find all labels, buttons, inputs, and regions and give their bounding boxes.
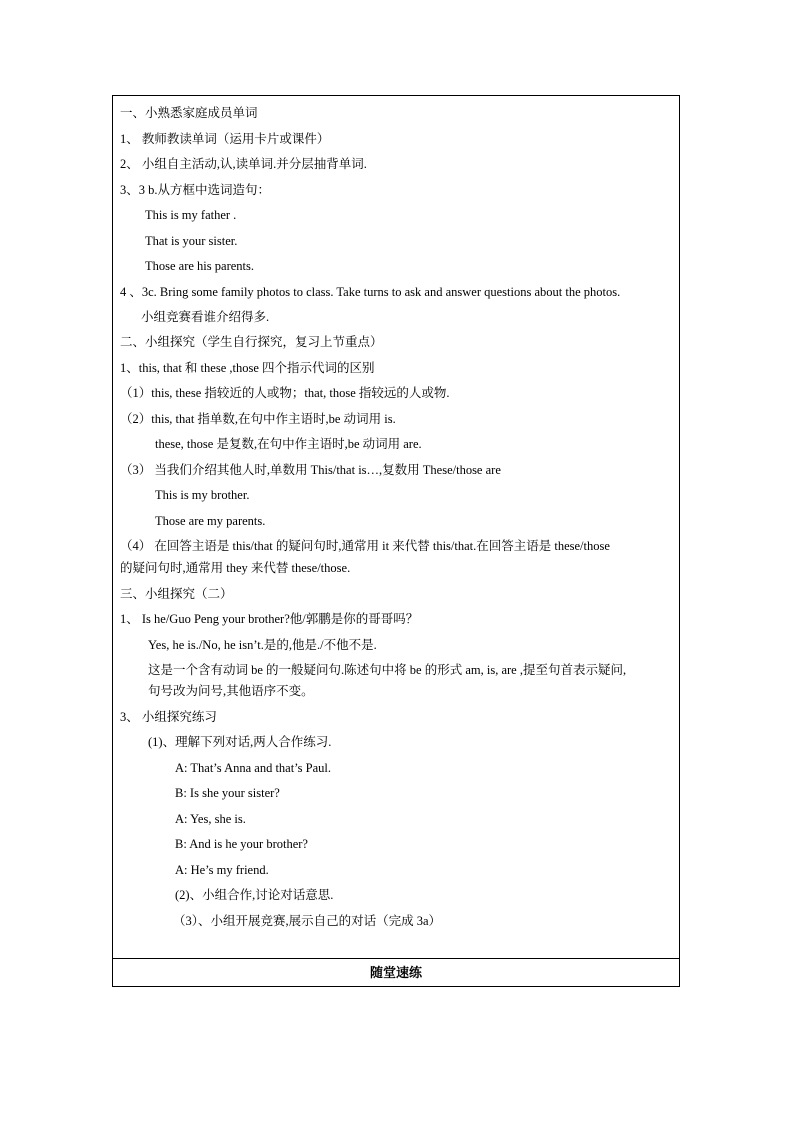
example-sentence: Those are his parents. [145,259,254,273]
section-heading: 一、小熟悉家庭成员单词 [120,106,258,120]
step-item: 1、this, that 和 these ,those 四个指示代词的区别 [120,361,375,375]
step-note: 小组竞赛看谁介绍得多. [141,310,270,324]
step-item: 1、 教师教读单词（运用卡片或课件） [120,132,330,146]
step-item: 4 、3c. Bring some family photos to class. Take turns to ask and answer questions about the photos. [120,285,621,299]
dialogue-line: B: Is she your sister? [175,786,280,800]
practice-item: (1)、理解下列对话,两人合作练习. [148,735,332,749]
lesson-table [112,95,680,987]
step-item: 3、 小组探究练习 [120,710,217,724]
example-sentence: Yes, he is./No, he isn’t.是的,他是./不他不是. [148,638,377,652]
step-item: 2、 小组自主活动,认,读单词.并分层抽背单词. [120,157,367,171]
rule-item: （2）this, that 指单数,在句中作主语时,be 动词用 is. [120,412,396,426]
rule-note: these, those 是复数,在句中作主语时,be 动词用 are. [155,437,422,451]
dialogue-line: A: That’s Anna and that’s Paul. [175,761,332,775]
dialogue-line: A: He’s my friend. [175,863,269,877]
example-sentence: This is my father . [145,208,237,222]
footer-heading: 随堂速练 [369,965,422,980]
rule-item: （1）this, these 指较近的人或物；that, those 指较远的人或物. [120,386,450,400]
example-sentence: That is your sister. [145,234,238,248]
dialogue-line: B: And is he your brother? [175,837,308,851]
rule-note: 句号改为问号,其他语序不变。 [148,684,314,698]
rule-item: 的疑问句时,通常用 they 来代替 these/those. [120,561,351,575]
example-sentence: This is my brother. [155,488,250,502]
dialogue-line: A: Yes, she is. [175,812,246,826]
row-divider [113,958,679,959]
rule-note: 这是一个含有动词 be 的一般疑问句.陈述句中将 be 的形式 am, is, are ,提至句首表示疑问, [148,663,627,677]
practice-item: (2)、小组合作,讨论对话意思. [175,888,334,902]
practice-item: （3）、小组开展竞赛,展示自己的对话（完成 3a） [173,914,442,928]
step-item: 1、 Is he/Guo Peng your brother?他/郭鹏是你的哥哥吗？ [120,612,419,626]
step-item: 3、3 b.从方框中选词造句： [120,183,271,197]
example-sentence: Those are my parents. [155,514,266,528]
rule-item: （3） 当我们介绍其他人时,单数用 This/that is…,复数用 These/those are [120,463,501,477]
section-heading: 三、小组探究（二） [120,587,233,601]
rule-item: （4） 在回答主语是 this/that 的疑问句时,通常用 it 来代替 this/that.在回答主语是 these/those [120,539,610,553]
section-heading: 二、小组探究（学生自行探究，复习上节重点） [120,335,383,349]
